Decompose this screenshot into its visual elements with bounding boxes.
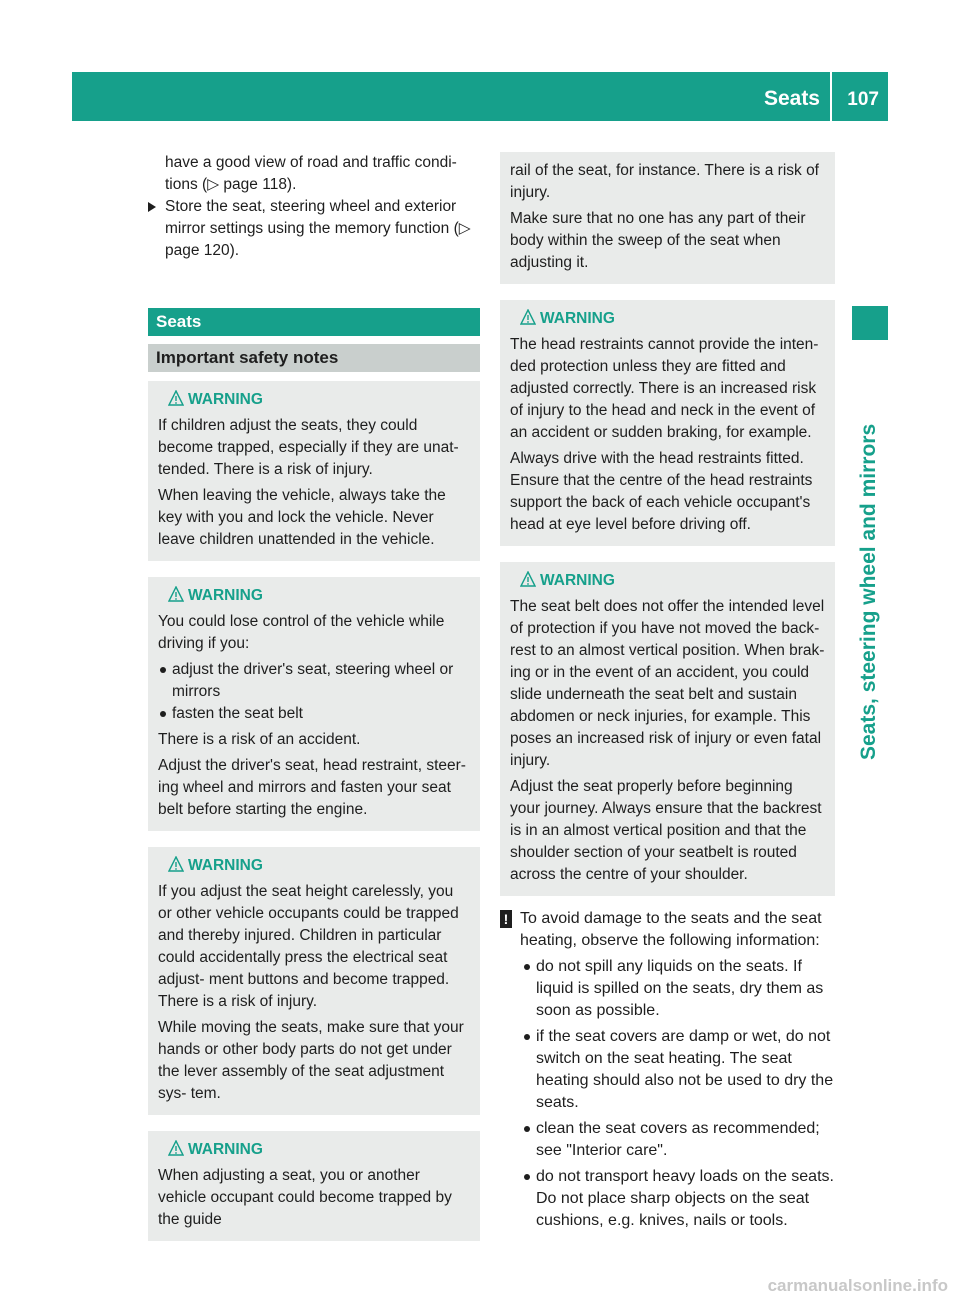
warning-heading — [158, 855, 470, 877]
warning-paragraph: rail of the seat, for instance. There is a risk of injury. — [510, 162, 819, 201]
warning-intro: You could lose control of the vehicle while driving if you: — [158, 613, 445, 652]
warning-label: WARNING — [188, 857, 263, 874]
section-title: Seats — [148, 308, 480, 336]
warning-heading — [158, 585, 470, 607]
notice-icon: ! — [500, 910, 512, 928]
warning-box-continued — [500, 152, 835, 284]
warning-paragraph: There is a risk of an accident. — [158, 731, 361, 748]
warning-bullet-list — [158, 659, 470, 725]
warning-paragraph: If children adjust the seats, they could become trapped, especially if they are unat- tended. There is a risk of injury. — [158, 417, 459, 478]
notice-intro: To avoid damage to the seats and the seat heating, observe the following information: — [520, 910, 822, 949]
chapter-tab — [852, 306, 888, 340]
warning-label: WARNING — [540, 572, 615, 589]
warning-triangle-icon — [520, 309, 536, 325]
subsection-title: Important safety notes — [148, 344, 480, 372]
right-column — [500, 152, 835, 1236]
list-item: clean the seat covers as recommended; see "Interior care". — [520, 1118, 835, 1162]
warning-paragraph: The seat belt does not offer the intended level of protection if you have not moved the back- rest to an almost vertical position. When brak- ing or in the event of an accident, you could slide underneath the seat belt and sustain abdomen or neck injuries, for example. This poses an increased risk of injury or even fatal injury. — [510, 598, 825, 769]
warning-paragraph: Adjust the driver's seat, head restraint, steer- ing wheel and mirrors and fasten your seat belt before starting the engine. — [158, 757, 466, 818]
continued-text: have a good view of road and traffic condi- tions (▷ page 118). — [165, 154, 457, 193]
step-arrow-icon — [148, 202, 156, 212]
warning-paragraph: While moving the seats, make sure that your hands or other body parts do not get under the lever assembly of the seat adjustment sys- tem. — [158, 1019, 464, 1102]
watermark: carmanualsonline.info — [767, 1276, 948, 1295]
warning-box-3 — [148, 847, 480, 1115]
warning-label: WARNING — [188, 1141, 263, 1158]
warning-box-1 — [148, 381, 480, 561]
warning-box-6 — [500, 562, 835, 896]
left-column — [148, 152, 480, 1241]
warning-label: WARNING — [188, 391, 263, 408]
list-item: do not spill any liquids on the seats. If liquid is spilled on the seats, dry them as soon as possible. — [520, 956, 835, 1022]
warning-heading — [158, 1139, 470, 1161]
warning-paragraph: If you adjust the seat height carelessly, you or other vehicle occupants could be trapped and thereby injured. Children in particular could accidentally press the electrical seat adjust- ment buttons and become trapped. There is a risk of injury. — [158, 883, 459, 1010]
header-divider — [830, 72, 832, 121]
warning-triangle-icon — [168, 390, 184, 406]
page-number: 107 — [847, 89, 879, 110]
warning-box-4 — [148, 1131, 480, 1241]
warning-box-5 — [500, 300, 835, 546]
warning-label: WARNING — [540, 310, 615, 327]
list-item: fasten the seat belt — [158, 703, 470, 725]
warning-paragraph: When adjusting a seat, you or another vehicle occupant could become trapped by the guide — [158, 1167, 452, 1228]
warning-paragraph: Always drive with the head restraints fitted. Ensure that the centre of the head restraints support the back of each vehicle occupant's head at eye level before driving off. — [510, 450, 813, 533]
warning-triangle-icon — [520, 571, 536, 587]
header-title: Seats — [763, 87, 820, 110]
warning-paragraph: Adjust the seat properly before beginning your journey. Always ensure that the backrest is in an almost vertical position and that the shoulder section of your seatbelt is routed across the centre of your shoulder. — [510, 778, 822, 883]
warning-triangle-icon — [168, 586, 184, 602]
chapter-label: Seats, steering wheel and mirrors — [857, 423, 880, 760]
warning-triangle-icon — [168, 1140, 184, 1156]
list-item: adjust the driver's seat, steering wheel or mirrors — [158, 659, 470, 703]
step-text: Store the seat, steering wheel and exterior mirror settings using the memory function (▷ page 120). — [165, 198, 471, 259]
warning-paragraph: The head restraints cannot provide the inten- ded protection unless they are fitted and adjusted correctly. There is an increased risk of injury to the head and neck in the event of an accident or sudden braking, for example. — [510, 336, 819, 441]
warning-paragraph: Make sure that no one has any part of their body within the sweep of the seat when adjusting it. — [510, 210, 806, 271]
warning-heading — [510, 570, 825, 592]
warning-paragraph: When leaving the vehicle, always take the key with you and lock the vehicle. Never leave children unattended in the vehicle. — [158, 487, 446, 548]
warning-heading — [158, 389, 470, 411]
header-bar — [72, 72, 888, 121]
list-item: do not transport heavy loads on the seats. Do not place sharp objects on the seat cushions, e.g. knives, nails or tools. — [520, 1166, 835, 1232]
notice-block — [500, 908, 835, 1232]
instruction-step — [148, 196, 480, 262]
warning-label: WARNING — [188, 587, 263, 604]
warning-triangle-icon — [168, 856, 184, 872]
warning-box-2 — [148, 577, 480, 831]
list-item: if the seat covers are damp or wet, do not switch on the seat heating. The seat heating should also not be used to dry the seats. — [520, 1026, 835, 1114]
notice-bullet-list — [520, 956, 835, 1232]
warning-heading — [510, 308, 825, 330]
